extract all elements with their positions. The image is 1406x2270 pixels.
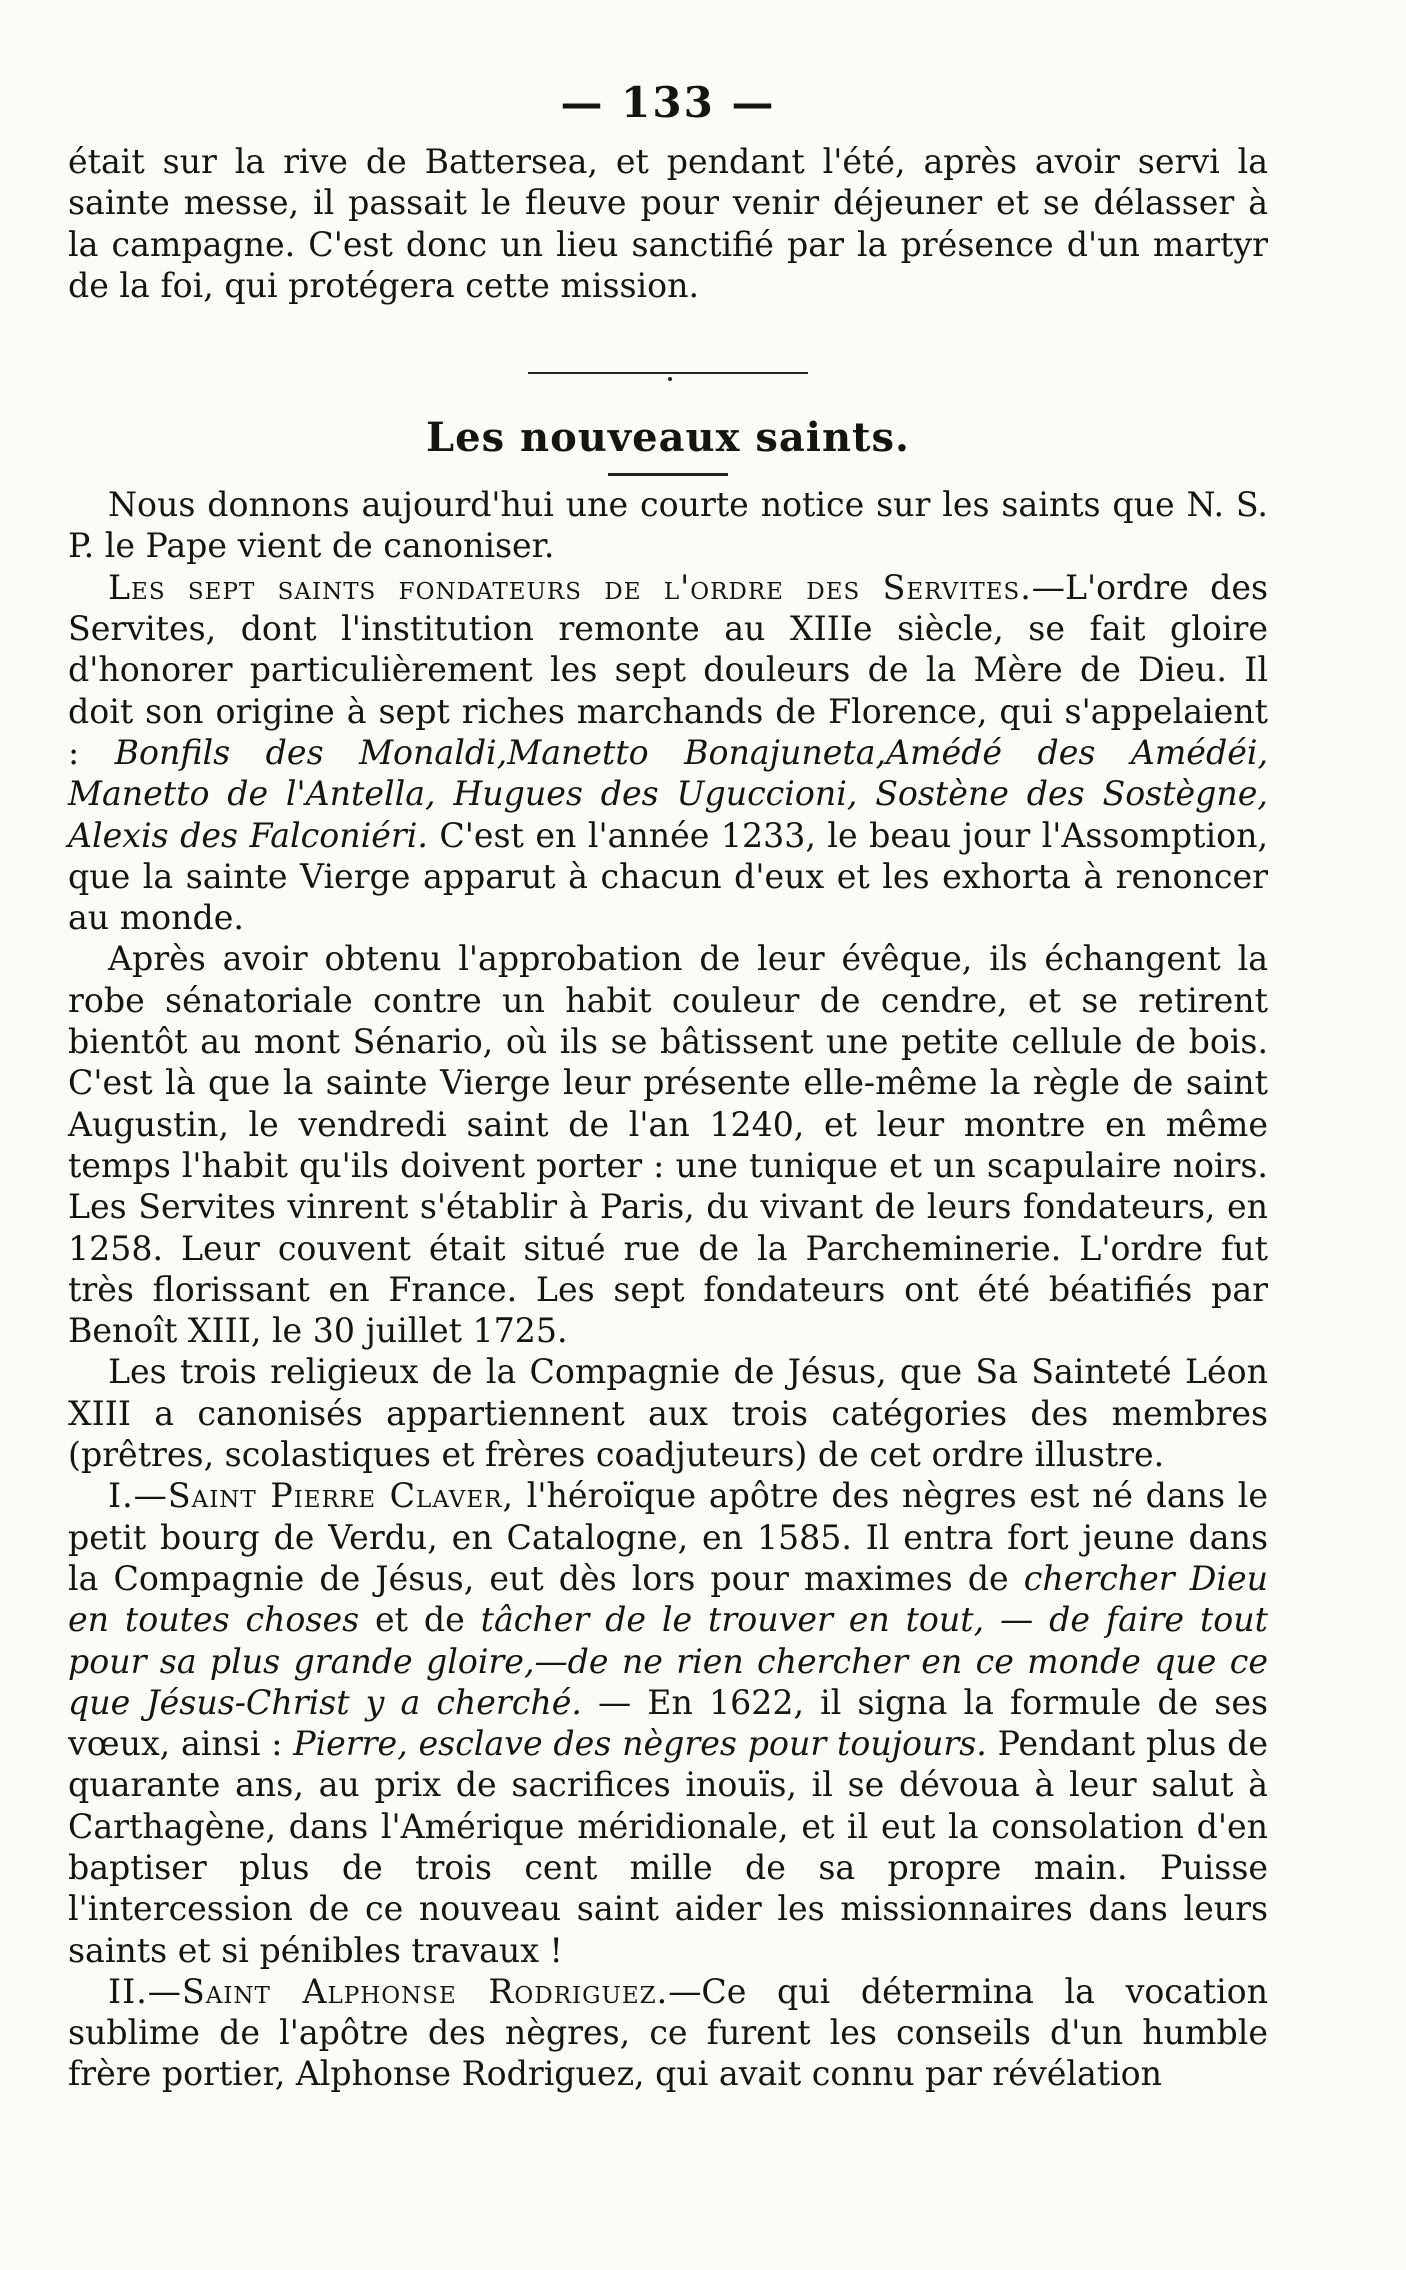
paragraph-intro-saints: Nous donnons aujourd'hui une courte notice sur les saints que N. S. P. le Pape vient de canoniser. <box>68 485 1268 566</box>
alphonse-rodriguez-text: —Ce qui détermina la vocation sublime de l'apôtre des nègres, ce furent les conseils d'un humble frère portier, Alphonse Rodriguez, qui avait connu par révélation <box>68 1971 1268 2094</box>
pierre-claver-maxim-1: chercher Dieu en toutes choses <box>68 1558 1268 1640</box>
pierre-claver-text-2: et de <box>359 1600 481 1640</box>
paragraph-pierre-claver <box>68 1475 1268 1971</box>
title-underline <box>608 473 728 476</box>
section-divider <box>528 372 808 374</box>
servites-heading: Les sept saints fondateurs de l'ordre des Servites. <box>108 567 1032 607</box>
paragraph-servites <box>68 567 1268 939</box>
alphonse-rodriguez-heading: II.—Saint Alphonse Rodriguez. <box>108 1971 669 2011</box>
page-number: — 133 — <box>560 78 776 127</box>
pierre-claver-maxim-2: tâcher de le trouver en tout, — de faire tout pour sa plus grande gloire,—de ne rien chercher en ce monde que ce que Jésus-Christ y a cherché. <box>68 1600 1268 1722</box>
section-title: Les nouveaux saints. <box>426 414 910 462</box>
pierre-claver-heading: I.—Saint Pierre Claver, <box>108 1476 515 1516</box>
paragraph-jesuits: Les trois religieux de la Compagnie de Jésus, que Sa Sainteté Léon XIII a canonisés appartiennent aux trois catégories des membres (prêtres, scolastiques et frères coadjuteurs) de cet ordre illustre. <box>68 1352 1268 1475</box>
pierre-claver-text-4: Pendant plus de quarante ans, au prix de sacrifices inouïs, il se dévoua à leur salut à Carthagène, dans l'Amérique méridionale, et il eut la consolation d'en baptiser plus de trois cent mille de sa propre main. Puisse l'intercession de ce nouveau saint aider les missionnaires dans leurs saints et si pénibles travaux ! <box>68 1724 1268 1970</box>
divider-dot <box>668 377 672 381</box>
intro-paragraph: était sur la rive de Battersea, et pendant l'été, après avoir servi la sainte messe, il passait le fleuve pour venir déjeuner et se délasser à la campagne. C'est donc un lieu sanctifié par la présence d'un martyr de la foi, qui protégera cette mission. <box>68 142 1268 305</box>
paragraph-alphonse-rodriguez <box>68 1971 1268 2095</box>
pierre-claver-text-3: — En 1622, il signa la formule de ses vœux, ainsi : <box>68 1682 1268 1764</box>
pierre-claver-vow: Pierre, esclave des nègres pour toujours. <box>293 1724 987 1764</box>
servites-founder-names: Bonfils des Monaldi,Manetto Bonajuneta,Amédé des Amédéi, Manetto de l'Antella, Hugues des Uguccioni, Sostène des Sostègne, Alexis des Falconiéri. <box>68 732 1268 855</box>
servites-text-1: —L'ordre des Servites, dont l'institution remonte au XIIIe siècle, se fait gloire d'honorer particulièrement les sept douleurs de la Mère de Dieu. Il doit son origine à sept riches marchands de Florence, qui s'appelaient : <box>68 567 1268 772</box>
paragraph-senario: Après avoir obtenu l'approbation de leur évêque, ils échangent la robe sénatoriale contre un habit couleur de cendre, et se retirent bientôt au mont Sénario, où ils se bâtissent une petite cellule de bois. C'est là que la sainte Vierge leur présente elle-même la règle de saint Augustin, le vendredi saint de l'an 1240, et leur montre en même temps l'habit qu'ils doivent porter : une tunique et un scapulaire noirs. Les Servites vinrent s'établir à Paris, du vivant de leurs fondateurs, en 1258. Leur couvent était situé rue de la Parcheminerie. L'ordre fut très florissant en France. Les sept fondateurs ont été béatifiés par Benoît XIII, le 30 juillet 1725. <box>68 939 1268 1351</box>
pierre-claver-text-1: l'héroïque apôtre des nègres est né dans le petit bourg de Verdu, en Catalogne, en 1585. Il entra fort jeune dans la Compagnie de Jésus, eut dès lors pour maximes de <box>68 1476 1268 1598</box>
servites-text-2: C'est en l'année 1233, le beau jour l'Assomption, que la sainte Vierge apparut à chacun d'eux et les exhorta à renoncer au monde. <box>68 815 1268 938</box>
